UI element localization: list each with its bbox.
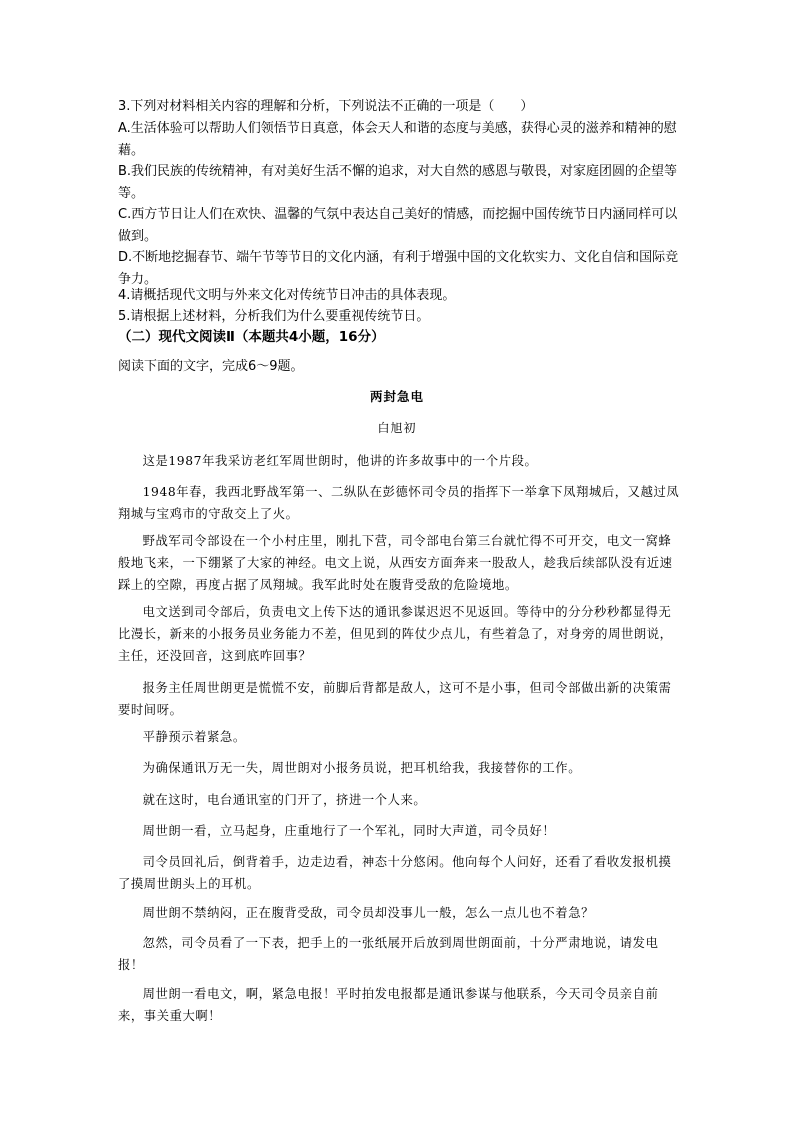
story-paragraph: 平静预示着紧急。 — [142, 730, 246, 744]
story-paragraph: 忽然，司令员看了一下表，把手上的一张纸展开后放到周世朗面前，十分严肃地说，请发电报！ — [118, 936, 659, 972]
story-paragraph: 电文送到司令部后，负责电文上传下达的通讯参谋迟迟不见返回。等待中的分分秒秒都显得无比漫长，新来的小报务员业务能力不差，但见到的阵仗少点儿，有些着急了，对身旁的周世朗说，主任，还没回音，这到底咋回事？ — [118, 605, 673, 663]
story-author: 白旭初 — [377, 421, 417, 435]
story-paragraph: 司令员回礼后，倒背着手，边走边看，神态十分悠闲。他向每个人问好，还看了看收发报机摸了摸周世朗头上的耳机。 — [118, 855, 672, 891]
story-title: 两封急电 — [369, 389, 424, 404]
story-paragraph: 周世朗一看电文，啊，紧急电报！平时拍发电报都是通讯参谋与他联系，今天司令员亲自前来，事关重大啊！ — [118, 987, 659, 1023]
question-3-option-c: C.西方节日让人们在欢快、温馨的气氛中表达自己美好的情感，而挖掘中国传统节日内涵同样可以做到。 — [118, 207, 678, 244]
story-paragraph: 周世朗一看，立马起身，庄重地行了一个军礼，同时大声道，司令员好！ — [142, 824, 556, 838]
question-3-option-d: D.不断地挖掘春节、端午节等节日的文化内涵，有利于增强中国的文化软实力、文化自信和国际竞争力。 — [118, 250, 679, 287]
story-paragraph: 就在这时，电台通讯室的门开了，挤进一个人来。 — [142, 793, 427, 807]
story-paragraph: 1948年春，我西北野战军第一、二纵队在彭德怀司令员的指挥下一举拿下凤翔城后，又越过凤翔城与宝鸡市的守敌交上了火。 — [118, 485, 680, 521]
story-paragraph: 这是1987年我采访老红军周世朗时，他讲的许多故事中的一个片段。 — [142, 454, 538, 468]
question-3-option-b: B.我们民族的传统精神，有对美好生活不懈的追求，对大自然的感恩与敬畏，对家庭团圆的企望等等。 — [118, 164, 678, 201]
story-paragraph: 周世朗不禁纳闷，正在腹背受敌，司令员却没事儿一般，怎么一点儿也不着急？ — [142, 906, 594, 920]
section-heading: （二）现代文阅读Ⅱ（本题共4小题，16分） — [118, 329, 385, 345]
story-paragraph: 报务主任周世朗更是慌慌不安，前脚后背都是敌人，这可不是小事，但司令部做出新的决策需要时间呀。 — [118, 681, 672, 717]
question-3-option-a: A.生活体验可以帮助人们领悟节日真意，体会天人和谐的态度与美感，获得心灵的滋养和精神的慰藉。 — [118, 121, 677, 158]
story-paragraph: 野战军司令部设在一个小村庄里，刚扎下营，司令部电台第三台就忙得不可开交，电文一窝蜂般地飞来，一下绷紧了大家的神经。电文上说，从西安方面奔来一股敌人，趁我后续部队没有近速踩上的空隙，再度占据了凤翔城。我军此时处在腹背受敌的危险境地。 — [118, 534, 673, 592]
reading-instruction: 阅读下面的文字，完成6～9题。 — [118, 359, 304, 374]
story-paragraph: 为确保通讯万无一失，周世朗对小报务员说，把耳机给我，我接替你的工作。 — [142, 761, 582, 775]
question-3-stem: 3.下列对材料相关内容的理解和分析，下列说法不正确的一项是（ ） — [118, 99, 534, 114]
question-4: 4.请概括现代文明与外来文化对传统节日冲击的具体表现。 — [118, 288, 456, 303]
question-5: 5.请根据上述材料，分析我们为什么要重视传统节日。 — [118, 309, 430, 324]
